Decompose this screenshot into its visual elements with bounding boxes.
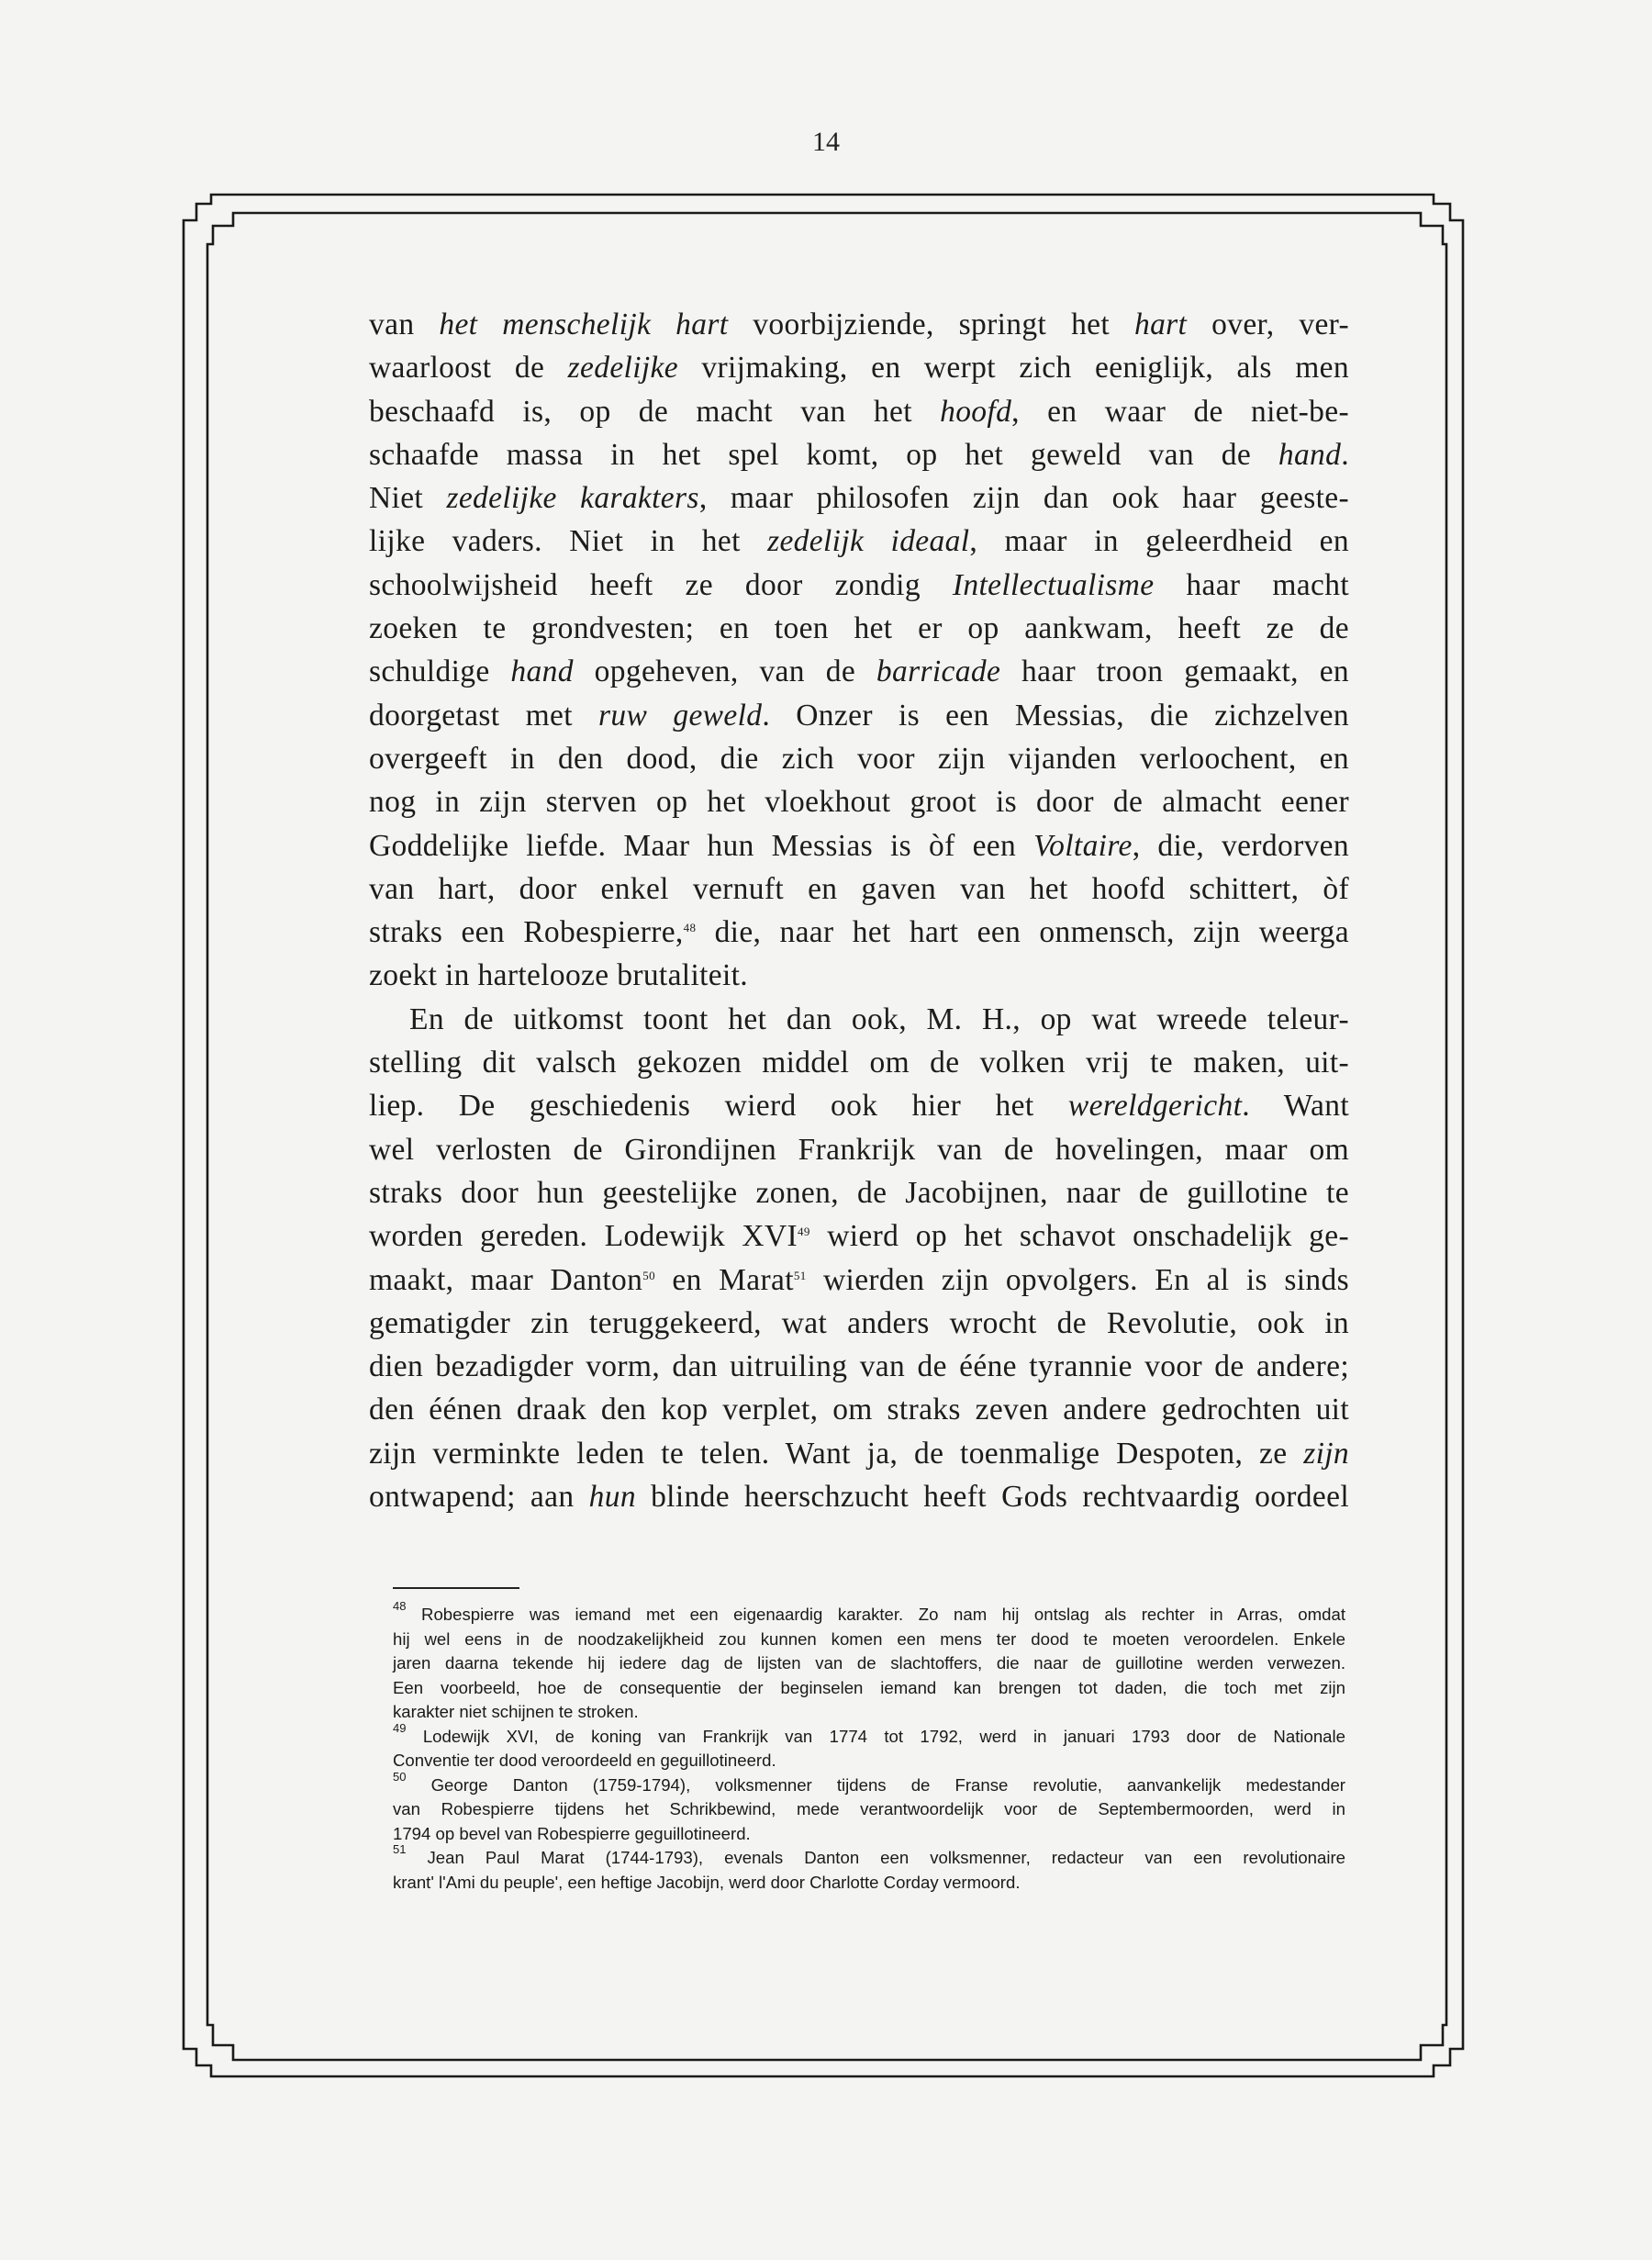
footnote-48-line: hij wel eens in de noodzakelijkheid zou kunnen komen een mens ter dood te moeten veroordelen. Enkele <box>393 1628 1345 1649</box>
body-line: waarloost de zedelijke vrijmaking, en werpt zich eeniglijk, als men <box>369 351 1349 386</box>
body-line: stelling dit valsch gekozen middel om de volken vrij te maken, uit- <box>369 1046 1349 1080</box>
body-text <box>369 303 1349 1518</box>
body-line: overgeeft in den dood, die zich voor zijn vijanden verloochent, en <box>369 741 1349 776</box>
body-line: straks een Robespierre,$^{48}$ die, naar het hart een onmensch, zijn weerga <box>369 915 1349 950</box>
footnote-49-line: $^{49}$ Lodewijk XVI, de koning van Frankrijk van 1774 tot 1792, werd in januari 1793 door de Nationale <box>393 1720 1345 1746</box>
body-line: schuldige hand opgeheven, van de barricade haar troon gemaakt, en <box>369 655 1350 689</box>
footnote-50-line: $^{50}$ George Danton (1759-1794), volksmenner tijdens de Franse revolutie, aanvankelijk medestander <box>393 1769 1345 1795</box>
footnote-51-line: $^{51}$ Jean Paul Marat (1744-1793), evenals Danton een volksmenner, redacteur van een revolutionaire <box>393 1842 1346 1867</box>
body-line: wel verlosten de Girondijnen Frankrijk van de hovelingen, maar om <box>369 1132 1349 1167</box>
body-line: Goddelijke liefde. Maar hun Messias is òf een Voltaire, die, verdorven <box>369 828 1349 863</box>
footnotes <box>393 1599 1346 1895</box>
body-line: worden gereden. Lodewijk XVI$^{49}$ wierd op het schavot onschadelijk ge- <box>369 1219 1349 1254</box>
body-line: beschaafd is, op de macht van het hoofd, en waar de niet-be- <box>369 394 1349 429</box>
page-number: 14 <box>812 127 840 157</box>
footnote-50-line: 1794 op bevel van Robespierre geguillotineerd. <box>393 1823 751 1843</box>
footnote-49-line: Conventie ter dood veroordeeld en geguillotineerd. <box>393 1751 776 1770</box>
body-line: schaafde massa in het spel komt, op het geweld van de hand. <box>369 437 1349 472</box>
footnote-50-line: van Robespierre tijdens het Schrikbewind, mede verantwoordelijk voor de Septembermoorden, werd in <box>393 1799 1345 1818</box>
body-line: En de uitkomst toont het dan ook, M. H., op wat wreede teleur- <box>409 1001 1349 1036</box>
body-line: ontwapend; aan hun blinde heerschzucht heeft Gods rechtvaardig oordeel <box>369 1480 1349 1515</box>
body-line: dien bezadigder vorm, dan uitruiling van de ééne tyrannie voor de andere; <box>369 1349 1349 1384</box>
body-line: zoeken te grondvesten; en toen het er op aankwam, heeft ze de <box>369 611 1349 646</box>
footnote-51-line: krant' l'Ami du peuple', een heftige Jacobijn, werd door Charlotte Corday vermoord. <box>393 1872 1021 1892</box>
body-line: zoekt in hartelooze brutaliteit. <box>369 958 749 993</box>
footnote-48-line: $^{48}$ Robespierre was iemand met een eigenaardig karakter. Zo nam hij ontslag als rechter in Arras, omdat <box>393 1599 1345 1624</box>
body-line: nog in zijn sterven op het vloekhout groot is door de almacht eener <box>369 785 1349 820</box>
body-line: schoolwijsheid heeft ze door zondig Intellectualisme haar macht <box>369 567 1349 602</box>
body-line: lijke vaders. Niet in het zedelijk ideaal, maar in geleerdheid en <box>369 524 1349 559</box>
body-line: maakt, maar Danton$^{50}$ en Marat$^{51}$ wierden zijn opvolgers. En al is sinds <box>369 1262 1349 1297</box>
body-line: straks door hun geestelijke zonen, de Jacobijnen, naar de guillotine te <box>369 1175 1349 1210</box>
body-line: liep. De geschiedenis wierd ook hier het wereldgericht. Want <box>369 1089 1350 1124</box>
body-line: van hart, door enkel vernuft en gaven van het hoofd schittert, òf <box>369 871 1349 906</box>
footnote-48-line: karakter niet schijnen te stroken. <box>393 1702 639 1721</box>
body-line: zijn verminkte leden te telen. Want ja, de toenmalige Despoten, ze zijn <box>369 1436 1349 1471</box>
body-line: den éénen draak den kop verplet, om straks zeven andere gedrochten uit <box>369 1393 1349 1427</box>
footnote-48-line: jaren daarna tekende hij iedere dag de lijsten van de slachtoffers, die naar de guillotine werden verwezen. <box>393 1653 1345 1673</box>
body-line: van het menschelijk hart voorbijziende, springt het hart over, ver- <box>369 308 1350 341</box>
footnote-48-line: Een voorbeeld, hoe de consequentie der beginselen iemand kan brengen tot daden, die toch met zijn <box>393 1677 1345 1697</box>
body-line: gematigder zin teruggekeerd, wat anders wrocht de Revolutie, ook in <box>369 1305 1349 1340</box>
body-line: Niet zedelijke karakters, maar philosofen zijn dan ook haar geeste- <box>369 481 1350 516</box>
body-line: doorgetast met ruw geweld. Onzer is een Messias, die zichzelven <box>369 698 1349 733</box>
footnote-separator <box>393 1587 519 1589</box>
